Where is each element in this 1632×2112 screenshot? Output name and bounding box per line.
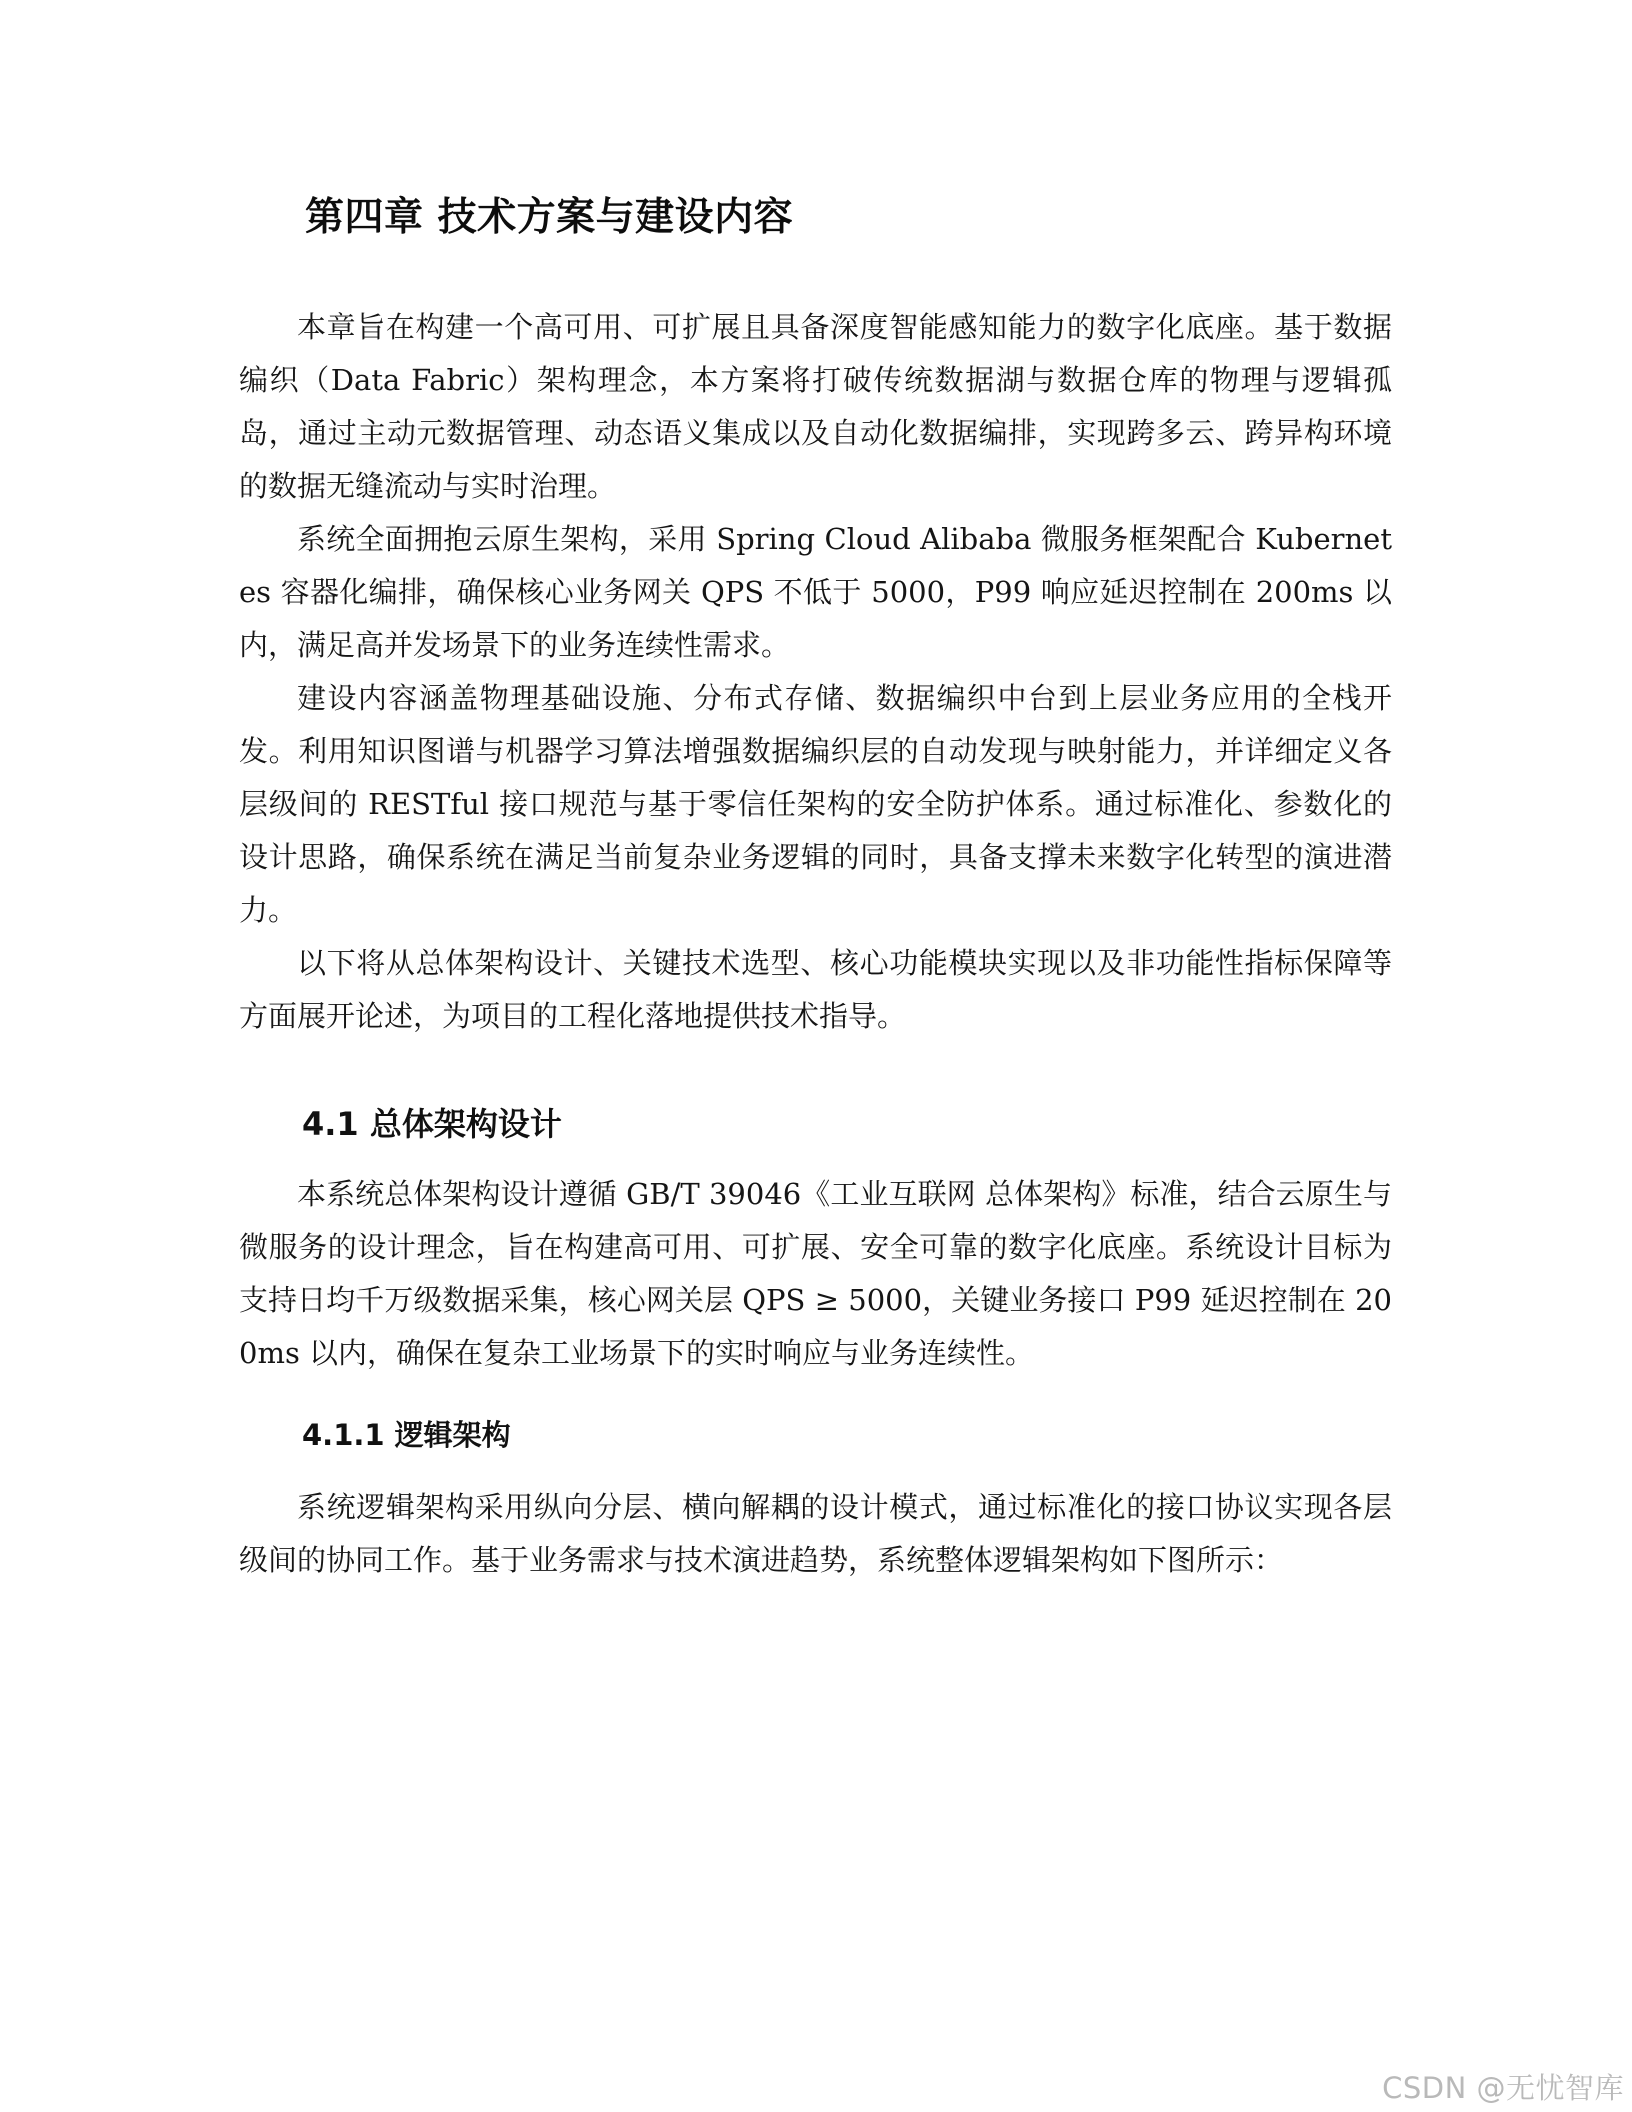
section-4-1-paragraph: 本系统总体架构设计遵循 GB/T 39046《工业互联网 总体架构》标准，结合云原生与微服务的设计理念，旨在构建高可用、可扩展、安全可靠的数字化底座。系统设计目标为支持日均千万级数据采集，核心网关层 QPS ≥ 5000，关键业务接口 P99 延迟控制在 200ms 以内，确保在复杂工业场景下的实时响应与业务连续性。 — [239, 1177, 1392, 1370]
intro-paragraph-3: 建设内容涵盖物理基础设施、分布式存储、数据编织中台到上层业务应用的全栈开发。利用知识图谱与机器学习算法增强数据编织层的自动发现与映射能力，并详细定义各层级间的 RESTful 接口规范与基于零信任架构的安全防护体系。通过标准化、参数化的设计思路，确保系统在满足当前复杂业务逻辑的同时，具备支撑未来数字化转型的演进潜力。 — [239, 681, 1392, 927]
section-4-1-heading: 4.1 总体架构设计 — [302, 1105, 562, 1143]
section-4-1-body — [239, 1168, 1392, 1380]
csdn-watermark: CSDN @无忧智库 — [1382, 2071, 1624, 2105]
intro-paragraph-4: 以下将从总体架构设计、关键技术选型、核心功能模块实现以及非功能性指标保障等方面展开论述，为项目的工程化落地提供技术指导。 — [239, 946, 1392, 1033]
section-4-1-1-paragraph: 系统逻辑架构采用纵向分层、横向解耦的设计模式，通过标准化的接口协议实现各层级间的协同工作。基于业务需求与技术演进趋势，系统整体逻辑架构如下图所示： — [239, 1490, 1392, 1577]
section-4-1-1-body — [239, 1481, 1392, 1587]
section-4-1-1-heading: 4.1.1 逻辑架构 — [302, 1418, 511, 1452]
intro-section — [239, 301, 1392, 1043]
intro-paragraph-2: 系统全面拥抱云原生架构，采用 Spring Cloud Alibaba 微服务框架配合 Kubernetes 容器化编排，确保核心业务网关 QPS 不低于 5000，P99 响应延迟控制在 200ms 以内，满足高并发场景下的业务连续性需求。 — [239, 522, 1392, 662]
chapter-title: 第四章 技术方案与建设内容 — [305, 195, 794, 240]
intro-paragraph-1: 本章旨在构建一个高可用、可扩展且具备深度智能感知能力的数字化底座。基于数据编织（Data Fabric）架构理念，本方案将打破传统数据湖与数据仓库的物理与逻辑孤岛，通过主动元数据管理、动态语义集成以及自动化数据编排，实现跨多云、跨异构环境的数据无缝流动与实时治理。 — [239, 310, 1392, 503]
